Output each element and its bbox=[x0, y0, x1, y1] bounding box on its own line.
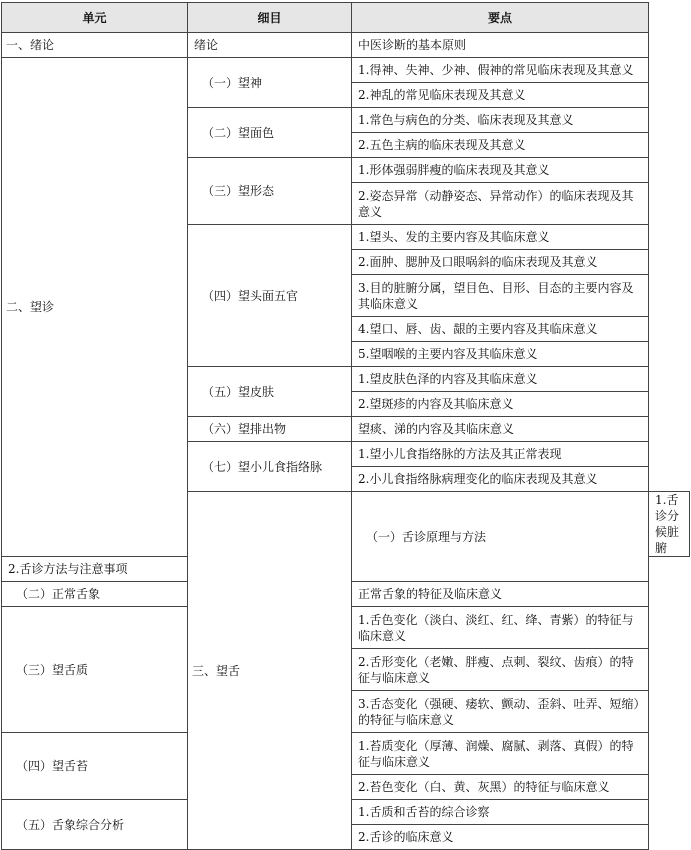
keypoint-cell: 2.舌诊的临床意义 bbox=[352, 825, 649, 850]
keypoint-cell: 1.望小儿食指络脉的方法及其正常表现 bbox=[352, 442, 649, 467]
detail-cell: （二）望面色 bbox=[188, 108, 352, 158]
detail-cell: （四）望舌苔 bbox=[2, 733, 188, 800]
unit-cell: 二、望诊 bbox=[2, 58, 188, 557]
syllabus-table bbox=[1, 2, 690, 850]
keypoint-cell: 中医诊断的基本原则 bbox=[352, 33, 649, 58]
detail-cell: （二）正常舌象 bbox=[2, 582, 188, 607]
keypoint-cell: 3.目的脏腑分属，望目色、目形、目态的主要内容及其临床意义 bbox=[352, 275, 649, 317]
keypoint-cell: 1.舌色变化（淡白、淡红、红、绛、青紫）的特征与临床意义 bbox=[352, 607, 649, 649]
detail-cell: （一）望神 bbox=[188, 58, 352, 108]
table-row bbox=[2, 58, 690, 83]
keypoint-cell: 2.舌诊方法与注意事项 bbox=[2, 557, 188, 582]
header-unit: 单元 bbox=[2, 3, 188, 33]
keypoint-cell: 1.望皮肤色泽的内容及其临床意义 bbox=[352, 367, 649, 392]
detail-cell: （一）舌诊原理与方法 bbox=[352, 492, 649, 582]
keypoint-cell: 2.苔色变化（白、黄、灰黑）的特征与临床意义 bbox=[352, 775, 649, 800]
keypoint-cell: 1.望头、发的主要内容及其临床意义 bbox=[352, 225, 649, 250]
detail-cell: （三）望形态 bbox=[188, 158, 352, 225]
unit-cell: 三、望舌 bbox=[188, 492, 352, 850]
detail-cell: 绪论 bbox=[188, 33, 352, 58]
keypoint-cell: 2.神乱的常见临床表现及其意义 bbox=[352, 83, 649, 108]
keypoint-cell: 2.望斑疹的内容及其临床意义 bbox=[352, 392, 649, 417]
keypoint-cell: 5.望咽喉的主要内容及其临床意义 bbox=[352, 342, 649, 367]
detail-cell: （七）望小儿食指络脉 bbox=[188, 442, 352, 492]
keypoint-cell: 2.舌形变化（老嫩、胖瘦、点刺、裂纹、齿痕）的特征与临床意义 bbox=[352, 649, 649, 691]
detail-cell: （三）望舌质 bbox=[2, 607, 188, 733]
unit-cell: 一、绪论 bbox=[2, 33, 188, 58]
detail-cell: （五）望皮肤 bbox=[188, 367, 352, 417]
keypoint-cell: 2.姿态异常（动静姿态、异常动作）的临床表现及其意义 bbox=[352, 183, 649, 225]
keypoint-cell: 望痰、涕的内容及其临床意义 bbox=[352, 417, 649, 442]
table-header-row bbox=[2, 3, 690, 33]
keypoint-cell: 1.舌质和舌苔的综合诊察 bbox=[352, 800, 649, 825]
keypoint-cell: 1.得神、失神、少神、假神的常见临床表现及其意义 bbox=[352, 58, 649, 83]
header-keypoint: 要点 bbox=[352, 3, 649, 33]
keypoint-cell: 1.形体强弱胖瘦的临床表现及其意义 bbox=[352, 158, 649, 183]
header-detail: 细目 bbox=[188, 3, 352, 33]
keypoint-cell: 1.苔质变化（厚薄、润燥、腐腻、剥落、真假）的特征与临床意义 bbox=[352, 733, 649, 775]
detail-cell: （五）舌象综合分析 bbox=[2, 800, 188, 850]
detail-cell: （六）望排出物 bbox=[188, 417, 352, 442]
keypoint-cell: 1.舌诊分候脏腑 bbox=[649, 492, 690, 557]
keypoint-cell: 1.常色与病色的分类、临床表现及其意义 bbox=[352, 108, 649, 133]
keypoint-cell: 3.舌态变化（强硬、痿软、颤动、歪斜、吐弄、短缩）的特征与临床意义 bbox=[352, 691, 649, 733]
keypoint-cell: 正常舌象的特征及临床意义 bbox=[352, 582, 649, 607]
keypoint-cell: 2.小儿食指络脉病理变化的临床表现及其意义 bbox=[352, 467, 649, 492]
detail-cell: （四）望头面五官 bbox=[188, 225, 352, 367]
keypoint-cell: 2.面肿、腮肿及口眼㖞斜的临床表现及其意义 bbox=[352, 250, 649, 275]
keypoint-cell: 4.望口、唇、齿、龈的主要内容及其临床意义 bbox=[352, 317, 649, 342]
table-row bbox=[2, 33, 690, 58]
keypoint-cell: 2.五色主病的临床表现及其意义 bbox=[352, 133, 649, 158]
